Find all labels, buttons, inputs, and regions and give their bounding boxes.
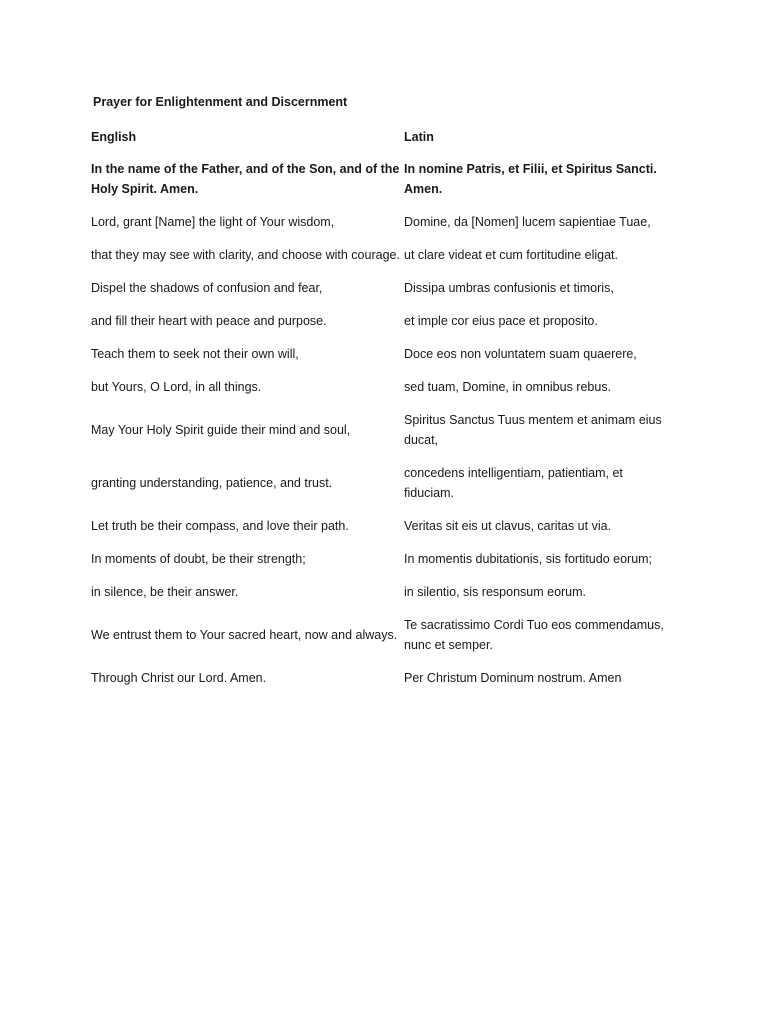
latin-line: concedens intelligentiam, patientiam, et fiduciam.: [404, 466, 623, 500]
table-row: [91, 278, 671, 298]
english-line: and fill their heart with peace and purpose.: [91, 314, 327, 328]
latin-line: Spiritus Sanctus Tuus mentem et animam eius ducat,: [404, 413, 662, 447]
english-line: granting understanding, patience, and trust.: [91, 476, 333, 490]
english-line: In moments of doubt, be their strength;: [91, 552, 306, 566]
latin-line: Domine, da [Nomen] lucem sapientiae Tuae,: [404, 215, 651, 229]
english-line: but Yours, O Lord, in all things.: [91, 380, 262, 394]
latin-line: in silentio, sis responsum eorum.: [404, 585, 587, 599]
table-row: [91, 410, 671, 450]
table-row: [91, 311, 671, 331]
table-row: [91, 212, 671, 232]
latin-line: Te sacratissimo Cordi Tuo eos commendamus, nunc et semper.: [404, 618, 664, 652]
english-line: Through Christ our Lord. Amen.: [91, 671, 267, 685]
english-line: Lord, grant [Name] the light of Your wisdom,: [91, 215, 335, 229]
english-line: Teach them to seek not their own will,: [91, 347, 299, 361]
table-row: [91, 668, 671, 688]
english-line: that they may see with clarity, and choose with courage.: [91, 248, 400, 262]
english-line: In the name of the Father, and of the Son, and of the Holy Spirit. Amen.: [91, 162, 400, 196]
latin-line: Dissipa umbras confusionis et timoris,: [404, 281, 614, 295]
english-line: Dispel the shadows of confusion and fear,: [91, 281, 323, 295]
table-row: [91, 377, 671, 397]
latin-line: et imple cor eius pace et proposito.: [404, 314, 598, 328]
latin-line: In nomine Patris, et Filii, et Spiritus Sancti. Amen.: [404, 162, 657, 196]
english-line: We entrust them to Your sacred heart, now and always.: [91, 628, 398, 642]
column-header-english: English: [91, 130, 137, 144]
english-line: Let truth be their compass, and love their path.: [91, 519, 349, 533]
table-row: [91, 615, 671, 655]
table-row: [91, 516, 671, 536]
table-row: [91, 159, 671, 199]
latin-line: Veritas sit eis ut clavus, caritas ut via.: [404, 519, 612, 533]
latin-line: Doce eos non voluntatem suam quaerere,: [404, 347, 637, 361]
latin-line: In momentis dubitationis, sis fortitudo eorum;: [404, 552, 653, 566]
table-row: [91, 549, 671, 569]
prayer-table: [91, 127, 671, 701]
table-row: [91, 344, 671, 364]
latin-line: Per Christum Dominum nostrum. Amen: [404, 671, 622, 685]
table-header-row: [91, 127, 671, 147]
english-line: May Your Holy Spirit guide their mind and soul,: [91, 423, 351, 437]
table-row: [91, 245, 671, 265]
latin-line: sed tuam, Domine, in omnibus rebus.: [404, 380, 612, 394]
table-row: [91, 463, 671, 503]
english-line: in silence, be their answer.: [91, 585, 239, 599]
page-title: Prayer for Enlightenment and Discernment: [93, 95, 348, 109]
latin-line: ut clare videat et cum fortitudine eligat.: [404, 248, 619, 262]
column-header-latin: Latin: [404, 130, 434, 144]
table-row: [91, 582, 671, 602]
